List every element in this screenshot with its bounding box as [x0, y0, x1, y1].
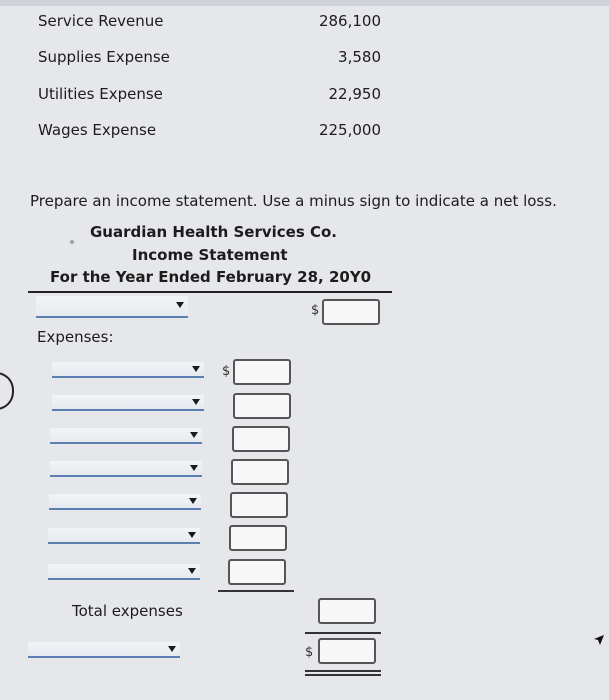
account-value: 286,100 [318, 12, 381, 30]
chevron-down-icon [189, 498, 197, 504]
double-rule-bottom [305, 674, 381, 676]
company-name: Guardian Health Services Co. [90, 223, 337, 241]
statement-period: For the Year Ended February 28, 20Y0 [50, 268, 372, 286]
chevron-down-icon [190, 465, 198, 471]
account-row-utilities-expense [0, 75, 609, 111]
total-expenses-input[interactable] [318, 598, 376, 624]
chevron-down-icon [190, 432, 198, 438]
revenue-account-select[interactable] [36, 296, 188, 318]
chevron-down-icon [176, 302, 184, 308]
account-name: Service Revenue [38, 12, 164, 30]
account-name: Utilities Expense [38, 85, 163, 103]
chevron-down-icon [168, 646, 176, 652]
total-rule [305, 632, 381, 634]
net-income-label-select[interactable] [28, 642, 180, 658]
dollar-sign: $ [222, 364, 231, 379]
chevron-down-icon [192, 366, 200, 372]
mouse-cursor-icon [592, 633, 606, 647]
dollar-sign: $ [311, 303, 320, 318]
expense-account-select-6[interactable] [48, 528, 200, 544]
revenue-amount-input[interactable] [322, 299, 380, 325]
account-row-wages-expense [0, 111, 609, 147]
expenses-label: Expenses: [37, 328, 114, 346]
account-row-supplies-expense [0, 38, 609, 74]
chevron-down-icon [192, 399, 200, 405]
expense-account-select-7[interactable] [48, 564, 200, 580]
expense-amount-input-3[interactable] [232, 426, 290, 452]
expense-amount-input-2[interactable] [233, 393, 291, 419]
expense-amount-input-7[interactable] [228, 559, 286, 585]
total-expenses-label: Total expenses [72, 602, 183, 620]
account-row-service-revenue [0, 2, 609, 38]
chevron-down-icon [188, 568, 196, 574]
instruction-text: Prepare an income statement. Use a minus sign to indicate a net loss. [30, 192, 557, 210]
expense-account-select-4[interactable] [50, 461, 202, 477]
account-name: Wages Expense [38, 121, 157, 139]
statement-title: Income Statement [132, 246, 288, 264]
header-underline [28, 291, 392, 293]
expense-account-select-2[interactable] [52, 395, 204, 411]
net-income-input[interactable] [318, 638, 376, 664]
expense-amount-input-4[interactable] [231, 459, 289, 485]
side-bracket [0, 372, 14, 410]
expense-account-select-5[interactable] [49, 494, 201, 510]
account-name: Supplies Expense [38, 48, 170, 66]
expense-amount-input-1[interactable] [233, 359, 291, 385]
account-value: 22,950 [328, 85, 381, 103]
chevron-down-icon [188, 532, 196, 538]
expense-amount-input-6[interactable] [229, 525, 287, 551]
decorative-dot [70, 240, 74, 244]
subtotal-rule [218, 590, 294, 592]
account-value: 3,580 [338, 48, 381, 66]
expense-amount-input-5[interactable] [230, 492, 288, 518]
account-value: 225,000 [318, 121, 381, 139]
expense-account-select-1[interactable] [52, 362, 204, 378]
expense-account-select-3[interactable] [50, 428, 202, 444]
double-rule-top [305, 670, 381, 672]
dollar-sign: $ [305, 645, 314, 660]
